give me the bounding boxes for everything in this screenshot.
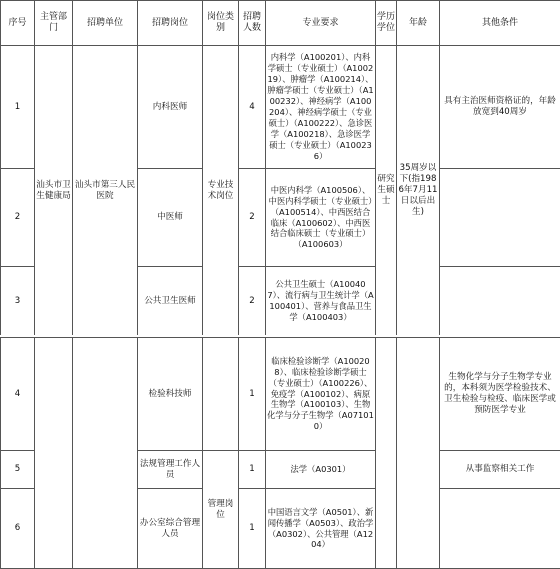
other-cell <box>440 169 560 267</box>
row-seq: 5 <box>1 451 35 489</box>
row-seq: 2 <box>1 169 35 267</box>
dept-cell: 汕头市卫生健康局 <box>35 46 73 336</box>
count-cell: 1 <box>239 451 266 489</box>
post-cell: 办公室综合管理人员 <box>138 489 203 569</box>
other-cell: 从事监察相关工作 <box>440 451 560 489</box>
major-cell: 内科学（A100201）、内科学硕士（专业硕士）（A100219）、肿瘤学（A100214）、肿瘤学硕士（专业硕士）（A100232）、神经病学（A100204）、神经病学硕士（专业硕士）（A100222）、急诊医学（A100218）、急诊医学硕士（专业硕士）（A100236） <box>266 46 376 169</box>
major-cell: 临床检验诊断学（A100208）、临床检验诊断学硕士（专业硕士）（A100226）、免疫学（A100102）、病原生物学（A100103）、生物化学与分子生物学（A071010） <box>266 338 376 451</box>
dept-cell <box>35 338 73 569</box>
unit-cell: 汕头市第三人民医院 <box>73 46 138 336</box>
header-post: 招聘岗位 <box>138 1 203 46</box>
count-cell: 1 <box>239 338 266 451</box>
other-cell <box>440 267 560 336</box>
header-row <box>1 1 560 46</box>
post-cell: 法规管理工作人员 <box>138 451 203 489</box>
count-cell: 2 <box>239 267 266 336</box>
header-other: 其他条件 <box>440 1 560 46</box>
row-seq: 4 <box>1 338 35 451</box>
category-cell <box>203 338 239 451</box>
category-cell: 管理岗位 <box>203 451 239 569</box>
table-row <box>1 46 560 169</box>
header-seq: 序号 <box>1 1 35 46</box>
age-cell: 35周岁以下(指1986年7月11日以后出生) <box>397 46 440 336</box>
post-cell: 检验科技师 <box>138 338 203 451</box>
other-cell: 具有主治医师资格证的，年龄放宽到40周岁 <box>440 46 560 169</box>
other-cell: 生物化学与分子生物学专业的，本科须为医学检验技术、卫生检验与检疫、临床医学或预防医学专业 <box>440 338 560 451</box>
row-seq: 1 <box>1 46 35 169</box>
major-cell: 中国语言文学（A0501）、新闻传播学（A0503）、政治学（A0302）、公共管理（A1204） <box>266 489 376 569</box>
header-dept: 主管部门 <box>35 1 73 46</box>
category-cell: 专业技术岗位 <box>203 46 239 336</box>
table-row <box>1 338 560 451</box>
count-cell: 2 <box>239 169 266 267</box>
unit-cell <box>73 338 138 569</box>
row-seq: 6 <box>1 489 35 569</box>
edu-cell <box>376 338 397 569</box>
header-major: 专业要求 <box>266 1 376 46</box>
major-cell: 中医内科学（A100506）、中医内科学硕士（专业硕士）（A100514）、中西医结合临床（A100602）、中西医结合临床硕士（专业硕士）（A100603） <box>266 169 376 267</box>
post-cell: 内科医师 <box>138 46 203 169</box>
header-edu: 学历学位 <box>376 1 397 46</box>
header-category: 岗位类别 <box>203 1 239 46</box>
header-count: 招聘人数 <box>239 1 266 46</box>
edu-cell: 研究生硕士 <box>376 46 397 336</box>
row-seq: 3 <box>1 267 35 336</box>
post-cell: 中医师 <box>138 169 203 267</box>
recruitment-table-part2 <box>0 337 560 569</box>
count-cell: 4 <box>239 46 266 169</box>
header-age: 年龄 <box>397 1 440 46</box>
other-cell <box>440 489 560 569</box>
post-cell: 公共卫生医师 <box>138 267 203 336</box>
major-cell: 法学（A0301） <box>266 451 376 489</box>
major-cell: 公共卫生硕士（A100407）、流行病与卫生统计学（A100401）、营养与食品卫生学（A100403） <box>266 267 376 336</box>
age-cell <box>397 338 440 569</box>
header-unit: 招聘单位 <box>73 1 138 46</box>
count-cell: 1 <box>239 489 266 569</box>
